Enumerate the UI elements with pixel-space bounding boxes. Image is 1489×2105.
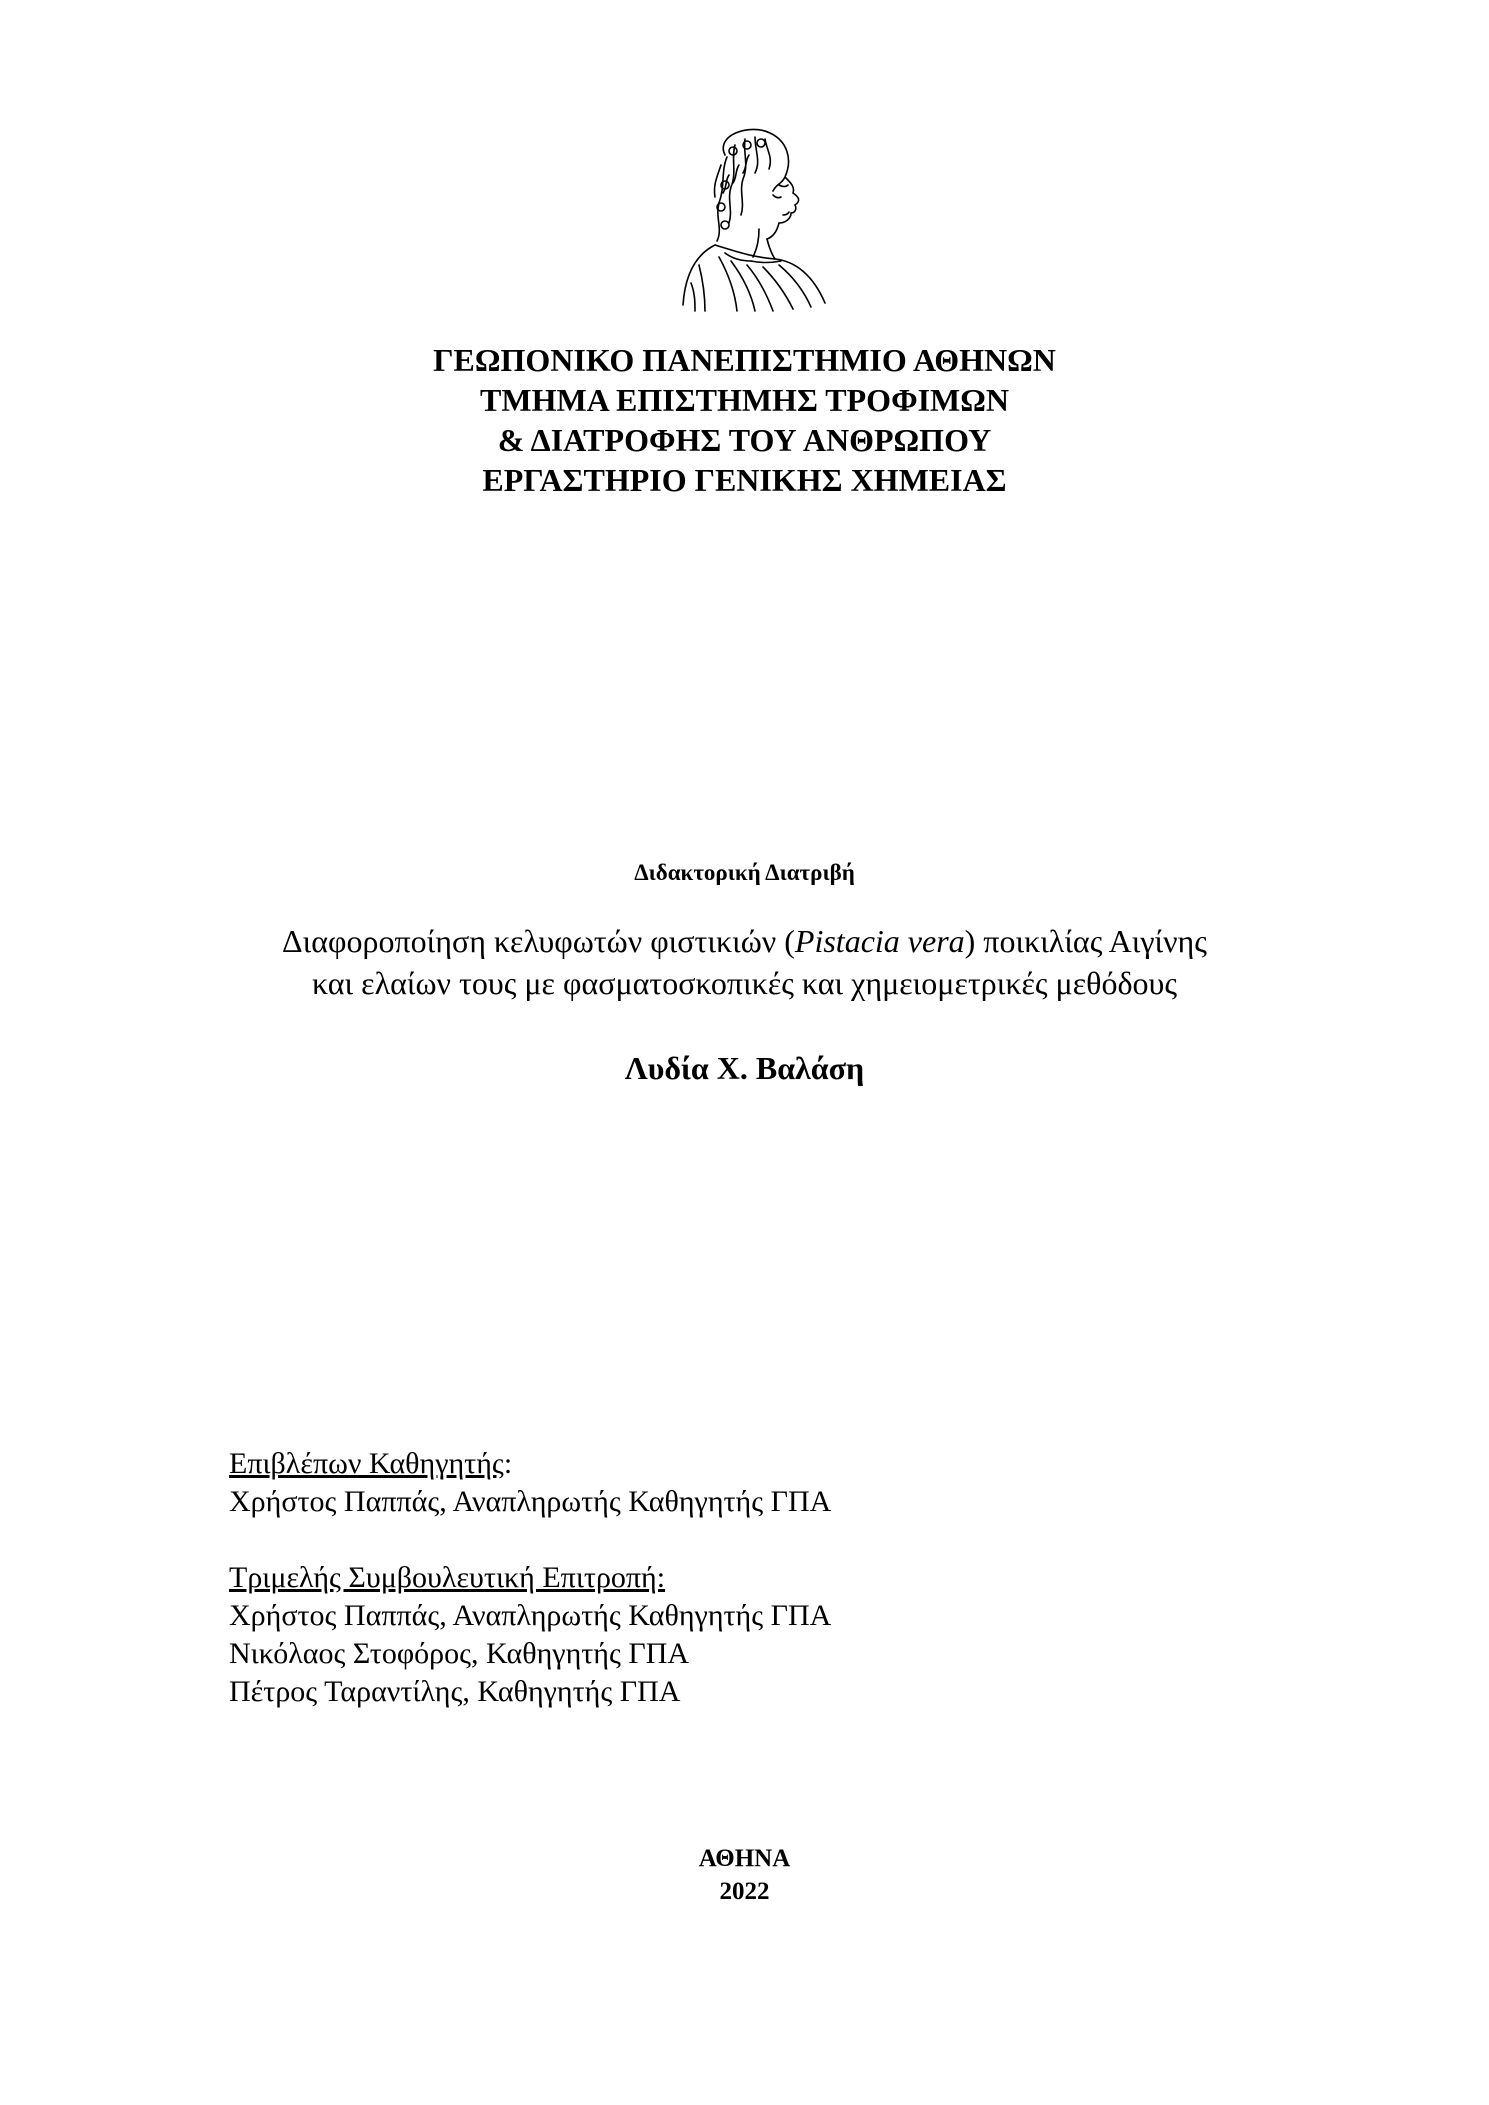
species-name: Pistacia vera (794, 923, 965, 959)
thesis-title (0, 920, 1489, 1004)
university-name: ΓΕΩΠΟΝΙΚΟ ΠΑΝΕΠΙΣΤΗΜΙΟ ΑΘΗΝΩΝ (433, 342, 1056, 378)
department-name-line-2: & ΔΙΑΤΡΟΦΗΣ ΤΟΥ ΑΝΘΡΩΠΟΥ (497, 422, 992, 458)
thesis-title-line-1 (0, 920, 1489, 962)
classical-bust-engraving-icon (655, 125, 845, 315)
committee-member: Νικόλαος Στοφόρος, Καθηγητής ΓΠΑ (229, 1637, 690, 1670)
institution-heading (0, 340, 1489, 500)
thesis-title-line-2: και ελαίων τους με φασματοσκοπικές και χημειομετρικές μεθόδους (311, 965, 1178, 1001)
committee-block (229, 1445, 831, 1711)
university-logo (655, 125, 845, 315)
supervisor-heading-line (229, 1445, 831, 1483)
thesis-title-text: ) ποικιλίας Αιγίνης (964, 923, 1207, 959)
supervisor-name: Χρήστος Παππάς, Αναπληρωτής Καθηγητής ΓΠΑ (229, 1485, 832, 1518)
supervisor-heading-colon: : (503, 1447, 513, 1480)
committee-member: Πέτρος Ταραντίλης, Καθηγητής ΓΠΑ (229, 1675, 681, 1708)
thesis-title-text: Διαφοροποίηση κελυφωτών φιστικιών ( (282, 923, 795, 959)
city: ΑΘΗΝΑ (698, 1845, 791, 1872)
footer (0, 1842, 1489, 1908)
committee-member: Χρήστος Παππάς, Αναπληρωτής Καθηγητής ΓΠΑ (229, 1599, 832, 1632)
document-type: Διδακτορική Διατριβή (634, 860, 855, 885)
department-name-line-1: ΤΜΗΜΑ ΕΠΙΣΤΗΜΗΣ ΤΡΟΦΙΜΩΝ (480, 382, 1009, 418)
author-name: Λυδία Χ. Βαλάση (624, 1050, 865, 1086)
year: 2022 (719, 1878, 770, 1905)
committee-heading: Τριμελής Συμβουλευτική Επιτροπή: (229, 1561, 666, 1594)
laboratory-name: ΕΡΓΑΣΤΗΡΙΟ ΓΕΝΙΚΗΣ ΧΗΜΕΙΑΣ (482, 462, 1007, 498)
supervisor-heading: Επιβλέπων Καθηγητής (229, 1447, 504, 1480)
spacer (229, 1521, 831, 1559)
